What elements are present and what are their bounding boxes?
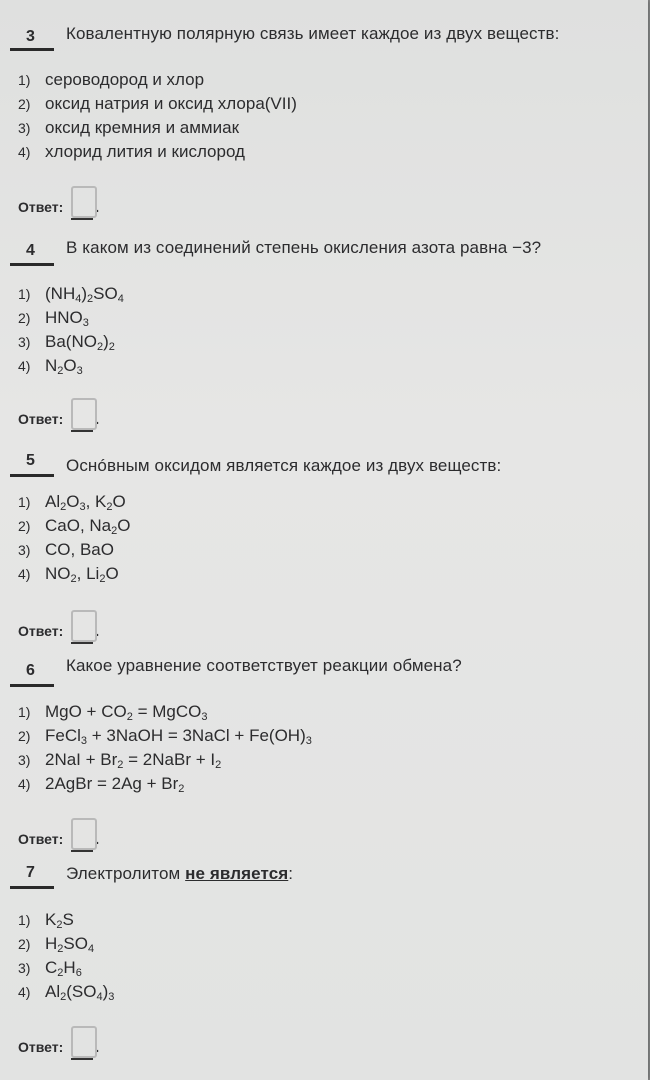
option-text: $K_2S$: [45, 910, 74, 931]
option-4[interactable]: 4) хлорид лития и кислород: [18, 142, 245, 161]
answer-box[interactable]: [71, 610, 97, 642]
option-4[interactable]: 4) $N_2O_3$: [18, 356, 83, 377]
task-number: 4: [26, 242, 35, 259]
task-question: Электролитом не является:: [66, 864, 294, 883]
option-2[interactable]: 2) оксид натрия и оксид хлора(VII): [18, 94, 297, 113]
options-list: [18, 282, 124, 378]
option-3[interactable]: 3) $2NaI + Br_2$ = 2NaBr + $I_2$: [18, 750, 222, 771]
option-text: сероводород и хлор: [45, 70, 205, 89]
option-text: $HNO_3$: [45, 308, 89, 329]
answer-label: Ответ:: [18, 831, 64, 847]
option-text: $(NH_4)_2SO_4$: [45, 284, 124, 305]
answer-box[interactable]: [71, 398, 97, 430]
option-2[interactable]: 2) $H_2SO_4$: [18, 934, 95, 955]
answer-label: Ответ:: [18, 1039, 64, 1055]
task-number: 7: [26, 864, 35, 881]
answer-row: Ответ: .: [18, 186, 99, 220]
answer-box[interactable]: [71, 186, 97, 218]
answer-box[interactable]: [71, 818, 97, 850]
option-text: хлорид лития и кислород: [45, 142, 245, 161]
option-2[interactable]: 2) $HNO_3$: [18, 308, 89, 329]
answer-row: Ответ: .: [18, 610, 99, 644]
option-3[interactable]: 3) CO, BaO: [18, 540, 114, 559]
option-text: MgO + $CO_2$ = MgCO$_3$: [45, 702, 208, 723]
option-2[interactable]: 2) CaO, $Na_2O$: [18, 516, 131, 537]
answer-line: [71, 1058, 93, 1060]
answer-row: Ответ: .: [18, 398, 99, 432]
task-question: Какое уравнение соответствует реакции обмена?: [66, 656, 462, 675]
option-text: оксид кремния и аммиак: [45, 118, 240, 137]
answer-box[interactable]: [71, 1026, 97, 1058]
task-question: Ковалентную полярную связь имеет каждое из двух веществ:: [66, 24, 560, 43]
option-1[interactable]: 1) $(NH_4)_2SO_4$: [18, 284, 124, 305]
answer-line: [71, 430, 93, 432]
option-text: $Ba(NO_2)_2$: [45, 332, 115, 353]
options-list: [18, 68, 297, 164]
option-1[interactable]: 1) $Al_2O_3$, $K_2O$: [18, 492, 126, 513]
answer-line: [71, 642, 93, 644]
task-number-underline: [10, 886, 54, 889]
option-text: $Al_2O_3$, $K_2O$: [45, 492, 126, 513]
task-question: Оснóвным оксидом является каждое из двух веществ:: [66, 456, 502, 475]
option-4[interactable]: 4) $NO_2$, $Li_2O$: [18, 564, 119, 585]
task-number-underline: [10, 263, 54, 266]
option-3[interactable]: 3) оксид кремния и аммиак: [18, 118, 240, 137]
options-list: [18, 490, 131, 586]
option-1[interactable]: 1) MgO + $CO_2$ = MgCO$_3$: [18, 702, 208, 723]
answer-line: [71, 850, 93, 852]
task-number-underline: [10, 684, 54, 687]
task-number: 3: [26, 28, 35, 45]
answer-row: Ответ: .: [18, 1026, 99, 1060]
task-number: 5: [26, 452, 35, 469]
option-4[interactable]: 4) $Al_2(SO_4)_3$: [18, 982, 115, 1003]
option-2[interactable]: 2) FeCl$_3$ + 3NaOH = 3NaCl + $Fe(OH)_3$: [18, 726, 312, 747]
answer-label: Ответ:: [18, 623, 64, 639]
option-text: $2NaI + Br_2$ = 2NaBr + $I_2$: [45, 750, 222, 771]
option-text: $C_2H_6$: [45, 958, 82, 979]
answer-label: Ответ:: [18, 411, 64, 427]
option-3[interactable]: 3) $C_2H_6$: [18, 958, 82, 979]
option-text: 2AgBr = $2Ag + Br_2$: [45, 774, 185, 795]
answer-line: [71, 218, 93, 220]
option-text: $H_2SO_4$: [45, 934, 95, 955]
option-text: $Al_2(SO_4)_3$: [45, 982, 115, 1003]
answer-row: Ответ: .: [18, 818, 99, 852]
option-text: $NO_2$, $Li_2O$: [45, 564, 119, 585]
answer-label: Ответ:: [18, 199, 64, 215]
option-text: CaO, $Na_2O$: [45, 516, 131, 537]
option-4[interactable]: 4) 2AgBr = $2Ag + Br_2$: [18, 774, 185, 795]
task-question: В каком из соединений степень окисления азота равна −3?: [66, 238, 542, 257]
option-text: FeCl$_3$ + 3NaOH = 3NaCl + $Fe(OH)_3$: [45, 726, 312, 747]
option-text: оксид натрия и оксид хлора(VII): [45, 94, 297, 113]
options-list: [18, 908, 114, 1004]
option-3[interactable]: 3) $Ba(NO_2)_2$: [18, 332, 115, 353]
option-1[interactable]: 1) $K_2S$: [18, 910, 74, 931]
task-number-underline: [10, 474, 54, 477]
task-number-underline: [10, 48, 54, 51]
option-1[interactable]: 1) сероводород и хлор: [18, 70, 205, 89]
option-text: CO, BaO: [45, 540, 114, 559]
question-emphasis: не является: [185, 864, 289, 883]
task-number: 6: [26, 662, 35, 679]
option-text: $N_2O_3$: [45, 356, 83, 377]
options-list: [18, 700, 312, 796]
